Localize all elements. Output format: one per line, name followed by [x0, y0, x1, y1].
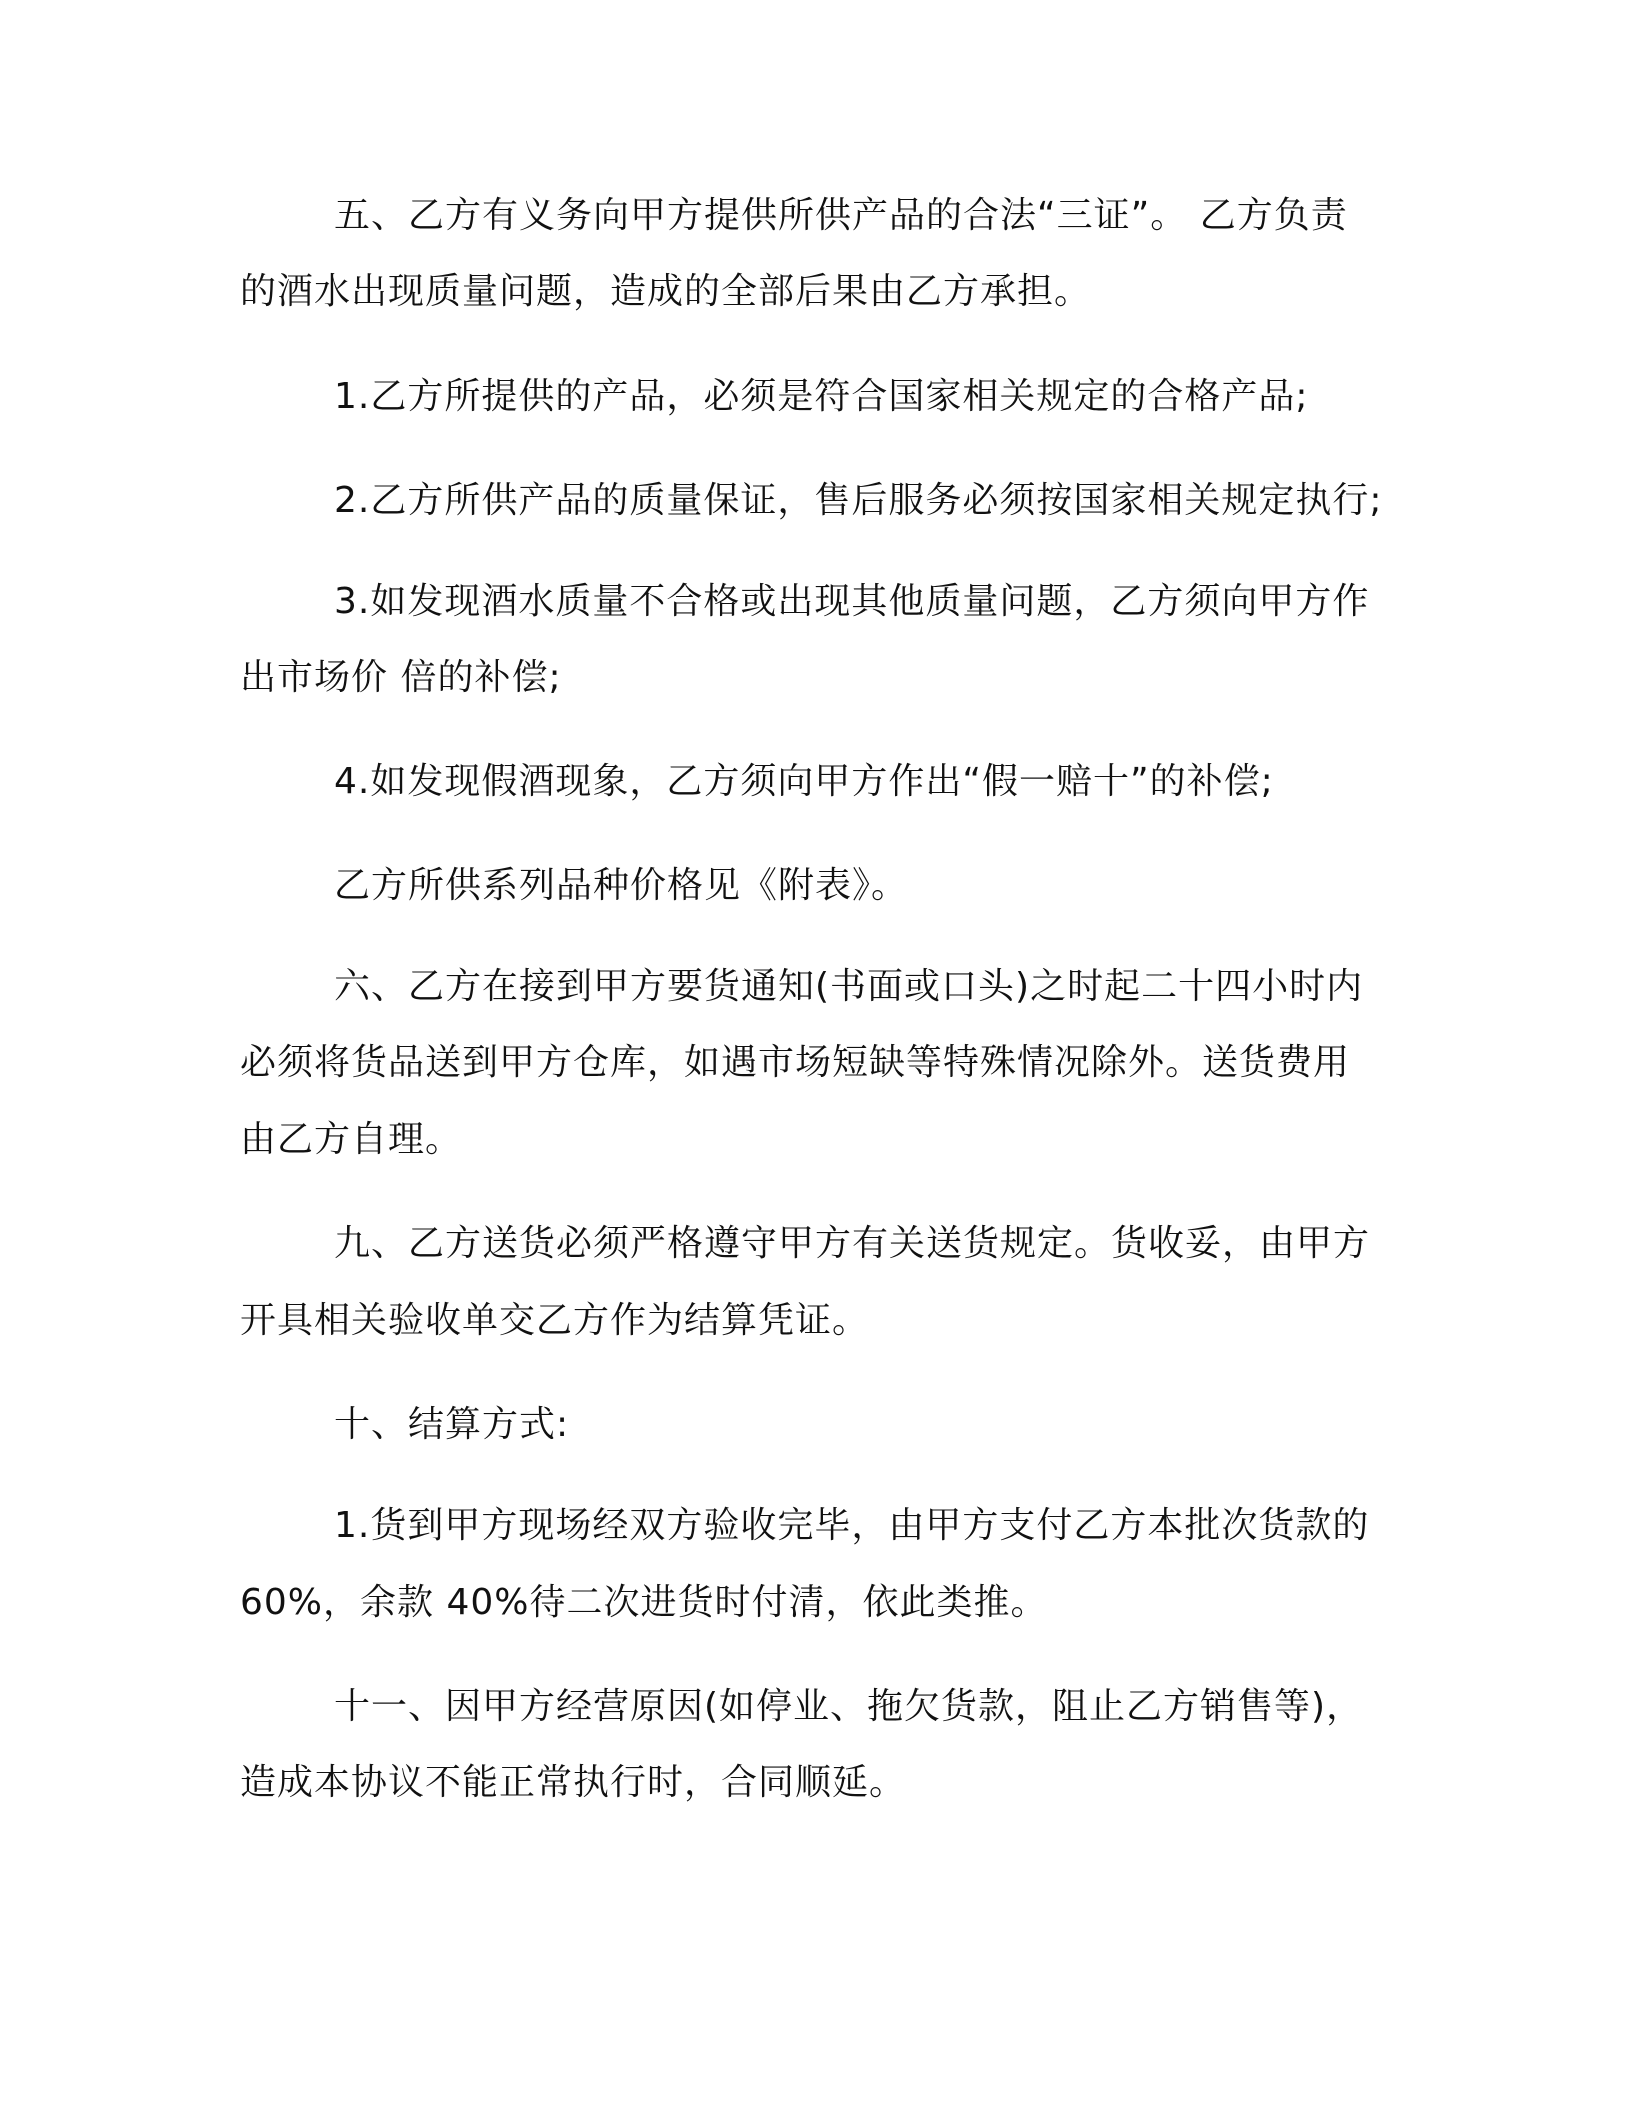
clause-5-line-1: 五、乙方有义务向甲方提供所供产品的合法“三证”。 乙方负责	[334, 195, 1348, 236]
clause-5-item-2: 2.乙方所供产品的质量保证，售后服务必须按国家相关规定执行;	[334, 480, 1383, 521]
clause-5-line-2: 的酒水出现质量问题，造成的全部后果由乙方承担。	[240, 271, 1092, 312]
price-list-note: 乙方所供系列品种价格见《附表》。	[334, 865, 909, 906]
clause-5-item-4: 4.如发现假酒现象，乙方须向甲方作出“假一赔十”的补偿;	[334, 761, 1274, 802]
clause-11-line-2: 造成本协议不能正常执行时，合同顺延。	[240, 1762, 907, 1803]
clause-10-heading: 十、结算方式:	[334, 1404, 570, 1445]
clause-6-line-1: 六、乙方在接到甲方要货通知(书面或口头)之时起二十四小时内	[334, 966, 1364, 1007]
clause-6-line-3: 由乙方自理。	[240, 1119, 463, 1160]
clause-9-line-2: 开具相关验收单交乙方作为结算凭证。	[240, 1300, 870, 1341]
clause-6-line-2: 必须将货品送到甲方仓库，如遇市场短缺等特殊情况除外。送货费用	[240, 1042, 1351, 1083]
clause-11-line-1: 十一、因甲方经营原因(如停业、拖欠货款，阻止乙方销售等)，	[334, 1686, 1364, 1727]
clause-10-item-1-line-1: 1.货到甲方现场经双方验收完毕，由甲方支付乙方本批次货款的	[334, 1505, 1370, 1546]
clause-10-item-1-line-2: 60%，余款 40%待二次进货时付清，依此类推。	[240, 1582, 1048, 1623]
clause-5-item-3-line-1: 3.如发现酒水质量不合格或出现其他质量问题，乙方须向甲方作	[334, 581, 1370, 622]
clause-5-item-3-line-2: 出市场价 倍的补偿;	[240, 657, 562, 698]
clause-9-line-1: 九、乙方送货必须严格遵守甲方有关送货规定。货收妥，由甲方	[334, 1223, 1371, 1264]
clause-5-item-1: 1.乙方所提供的产品，必须是符合国家相关规定的合格产品;	[334, 376, 1309, 417]
